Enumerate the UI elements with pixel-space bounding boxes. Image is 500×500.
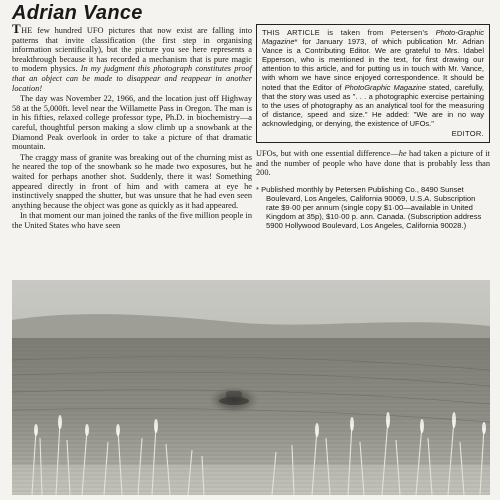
article-paragraph-3: The craggy mass of granite was breaking out of the churning mist as he neared the top of the snowbank so he made two exposures, but he waited for perhaps another shot. Suddenly, there it was! Something appeared directly in front of him and with camera at eye he instinctively snapped the shutter, but was unsure that he had even seen anything because the object was gone as quickly as it had appeared. [12,152,252,210]
notice-signature: EDITOR. [451,129,484,139]
continuation-end: had taken a picture of it and the number of people who have done that is probably less than 200. [256,149,491,178]
article-paragraph-2: The day was November 22, 1966, and the location just off Highway 58 at the 5,000ft. level near the Willamette Pass in Oregon. The man is in his fifties, relaxed college professor type, Ph.D. in biochemistry—a careful, thoughtful person making a slow climb up a snowbank at the Diamond Peak overlook in order to take a picture of that dramatic mountain. [12,94,252,152]
paragraph-1-emphasis: In my judgment this photograph constitutes proof that an object can be made to disappear and reappear in another location! [12,64,252,93]
notice-lead: THIS ARTICLE is taken from Petersen's [262,28,436,37]
notice-magazine-name: Photo-Graphic Magazine [262,28,484,47]
paragraph-1-text: HE few hundred UFO pictures that now exist are falling into patterns that invite classification (the first step in organising information scientifically), but the picture you see here represents a breakthrough because it has recorded a mechanism that is pure magic to modern physics. [12,26,252,74]
footnote-text: * Published monthly by Petersen Publishing Co., 8490 Sunset Boulevard, Los Angeles, California 90069, U.S.A. Subscription rate $9·00 per annum (single copy $1·00—available in United Kingdom at 35p), $10·00 p. ann. Canada. (Subscription address 5900 Hollywood Boulevard, Los Angeles, California 90028.) [256,184,482,230]
ufo-object [208,386,260,414]
drop-cap: T [12,21,22,36]
notice-text-2: stated, carefully, that the story was used as ". . . a photographic exercise pertaining to the uses of photography as an analytical tool for the measuring of distance, speed and size." He added: "We are in no way acknowledging, or denying, the existence of UFOs." [262,82,484,128]
article-paragraph-1 [12,21,252,93]
notice-magazine-name-2: PhotoGraphic Magazine [344,82,426,92]
article-continuation [256,149,490,178]
photo-field-scene [12,280,490,495]
editor-notice-box [256,24,490,143]
footnote [256,186,490,231]
article-paragraph-4: In that moment our man joined the ranks of the five million people in the United States who have seen [12,211,252,230]
continuation-emphasis: he [398,149,407,159]
byline: Adrian Vance [12,2,143,24]
ufo-photograph [12,280,490,495]
notice-text-1: * for January 1973, of which publication Mr. Adrian Vance is a Contributing Editor. We are grateful to Mrs. Idabel Epperson, who is mentioned in the text, for first drawing our attention to this article, and for putting us in touch with Mr. Vance, with whom we have since enjoyed correspondence. It should be noted that the Editor of [262,37,484,92]
continuation-start: UFOs, but with one essential difference— [256,149,399,159]
article-column-left [12,21,252,231]
article-column-right [256,24,490,230]
